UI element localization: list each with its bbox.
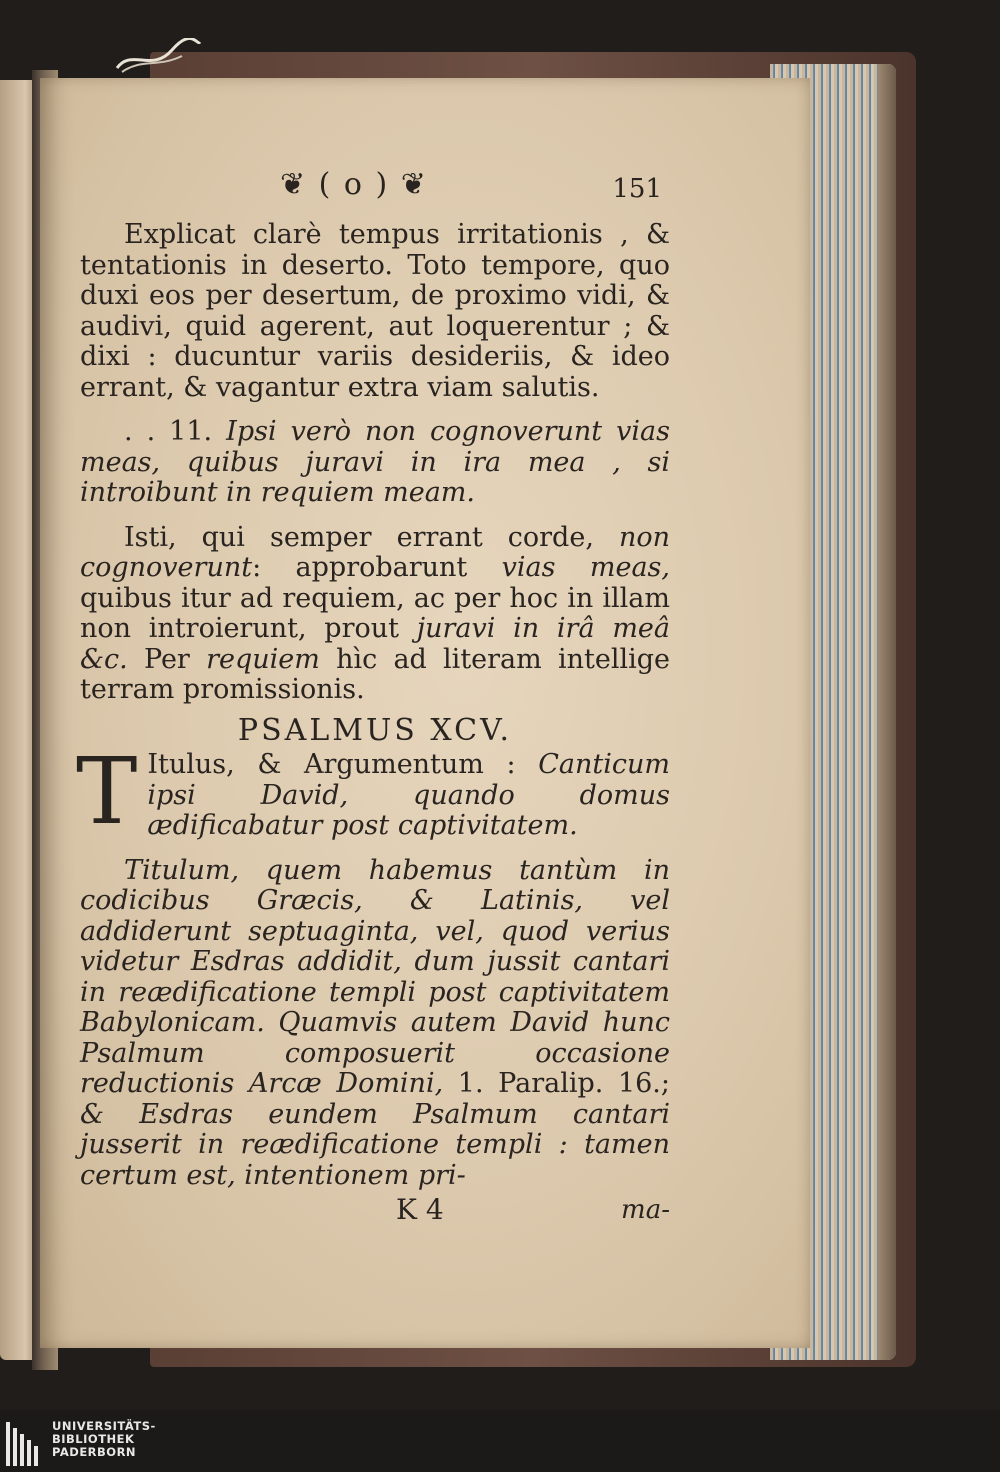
header-ornament: ❦ ( o ) ❦: [280, 167, 428, 202]
page-number: 151: [612, 174, 662, 204]
drop-cap: T: [76, 738, 138, 845]
commentary-text: Isti, qui semper errant corde,: [124, 521, 594, 553]
library-line: UNIVERSITÄTS-: [52, 1419, 156, 1433]
commentary2-text: 1. Paralip. 16.;: [457, 1068, 670, 1099]
verse-text: Ipsi verò non cognoverunt vias meas, quibus juravi in ira mea , si introibunt in requiem meam.: [80, 416, 670, 508]
verse-number: . . 11.: [124, 416, 213, 447]
page-footer: [80, 1195, 670, 1231]
commentary-text: quibus itur ad requiem, ac per hoc in illam non introierunt, prout: [80, 582, 670, 644]
title-paragraph: [76, 738, 670, 845]
library-line: BIBLIOTHEK: [52, 1432, 135, 1446]
catchword: ma-: [621, 1195, 670, 1225]
paragraph-isti: [80, 523, 670, 706]
commentary2-italic: Titulum, quem habemus tantùm in codicibus Græcis, & Latinis, vel addiderunt septuaginta, vel, quod verius videtur Esdras addidit, dum jussit cantari in reædificatione templi post captivitatem Babylonicam. Quamvis autem David hunc Psalmum composuerit occasione reductionis Arcæ Domini,: [80, 854, 670, 1099]
library-name: [52, 1420, 156, 1459]
library-line: PADERBORN: [52, 1445, 137, 1459]
commentary-text: hìc ad literam intellige terram promissionis.: [80, 643, 670, 705]
commentary-text: : approbarunt: [252, 552, 468, 583]
title-italic: Canticum ipsi David, quando domus ædificabatur post captivitatem.: [147, 749, 670, 841]
commentary-italic: vias meas,: [501, 552, 670, 583]
library-logo-icon: [6, 1422, 44, 1466]
psalm-heading: PSALMUS XCV.: [237, 712, 513, 748]
library-logo-bar: [0, 1410, 1000, 1472]
paragraph-explicat: Explicat clarè tempus irritationis , & tentationis in deserto. Toto tempore, quo duxi eos per desertum, de proximo vidi, & audivi, quid agerent, aut loquerentur ; & dixi : ducuntur variis desideriis, & ideo errant, & vagantur extra viam salutis.: [80, 219, 670, 403]
paragraph-titulum: [80, 856, 670, 1192]
running-header: [80, 167, 670, 214]
commentary-italic: requiem: [206, 643, 320, 675]
loose-thread-icon: [112, 38, 202, 78]
commentary-italic: juravi in irâ meâ &c.: [80, 613, 670, 675]
title-text: Itulus, & Argumentum :: [147, 749, 516, 780]
commentary-text: Per: [143, 643, 190, 675]
commentary2-italic: & Esdras eundem Psalmum cantari jusserit in reædificatione templi : tamen certum est, intentionem pri-: [80, 1098, 670, 1191]
page-text: [76, 167, 670, 1231]
signature-mark: K 4: [396, 1193, 444, 1226]
commentary-italic: non cognoverunt: [80, 521, 670, 583]
verse-11: [80, 417, 670, 509]
